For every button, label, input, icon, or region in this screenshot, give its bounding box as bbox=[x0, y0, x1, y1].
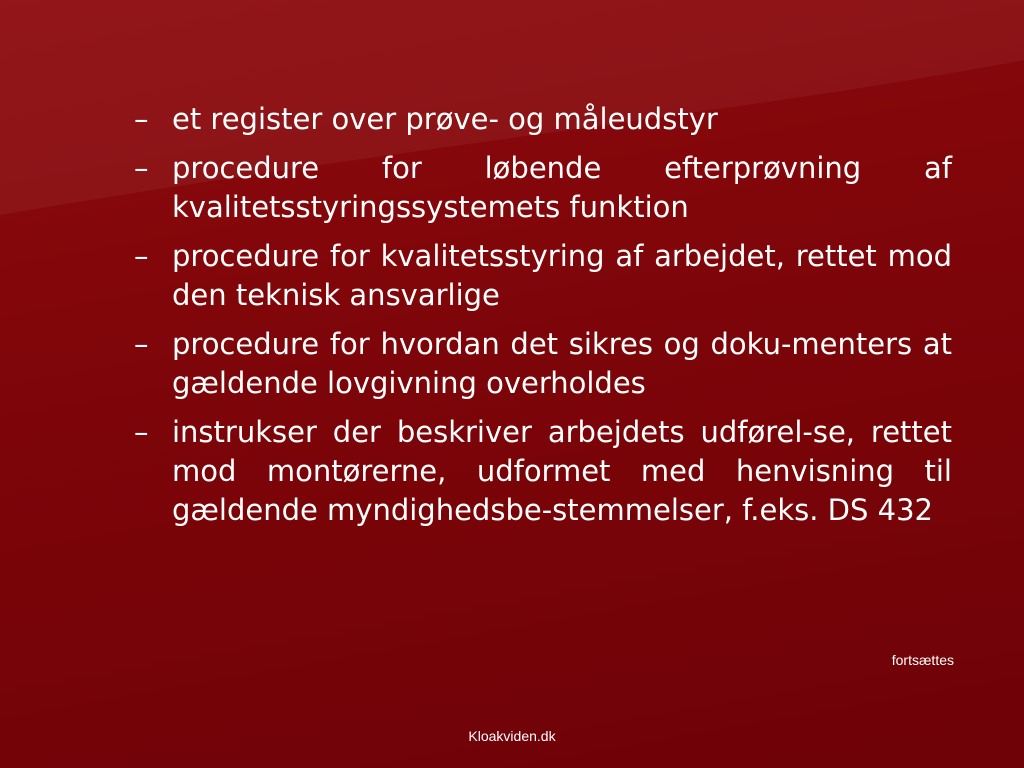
bullet-item bbox=[134, 237, 952, 315]
bullet-dash: – bbox=[134, 415, 149, 449]
bullet-text: procedure for løbende efterprøvning af kvalitetsstyringssystemets funktion bbox=[172, 151, 952, 224]
bullet-text: instrukser der beskriver arbejdets udførel-se, rettet mod montørerne, udformet med henvisning til gældende myndighedsbe-stemmelser, f.eks. DS 432 bbox=[172, 415, 952, 527]
bullet-dash: – bbox=[134, 327, 149, 361]
bullet-item bbox=[134, 325, 952, 403]
bullet-text: et register over prøve- og måleudstyr bbox=[172, 102, 718, 136]
footer-source: Kloakviden.dk bbox=[468, 728, 556, 744]
bullet-list bbox=[134, 100, 952, 540]
bullet-item bbox=[134, 100, 952, 139]
bullet-item bbox=[134, 149, 952, 227]
bullet-text: procedure for kvalitetsstyring af arbejdet, rettet mod den teknisk ansvarlige bbox=[172, 239, 952, 312]
bullet-dash: – bbox=[134, 151, 149, 185]
bullet-dash: – bbox=[134, 239, 149, 273]
bullet-item bbox=[134, 413, 952, 530]
bullet-dash: – bbox=[134, 102, 149, 136]
bullet-text: procedure for hvordan det sikres og doku-menters at gældende lovgivning overholdes bbox=[172, 327, 952, 400]
continued-label: fortsættes bbox=[891, 652, 954, 668]
